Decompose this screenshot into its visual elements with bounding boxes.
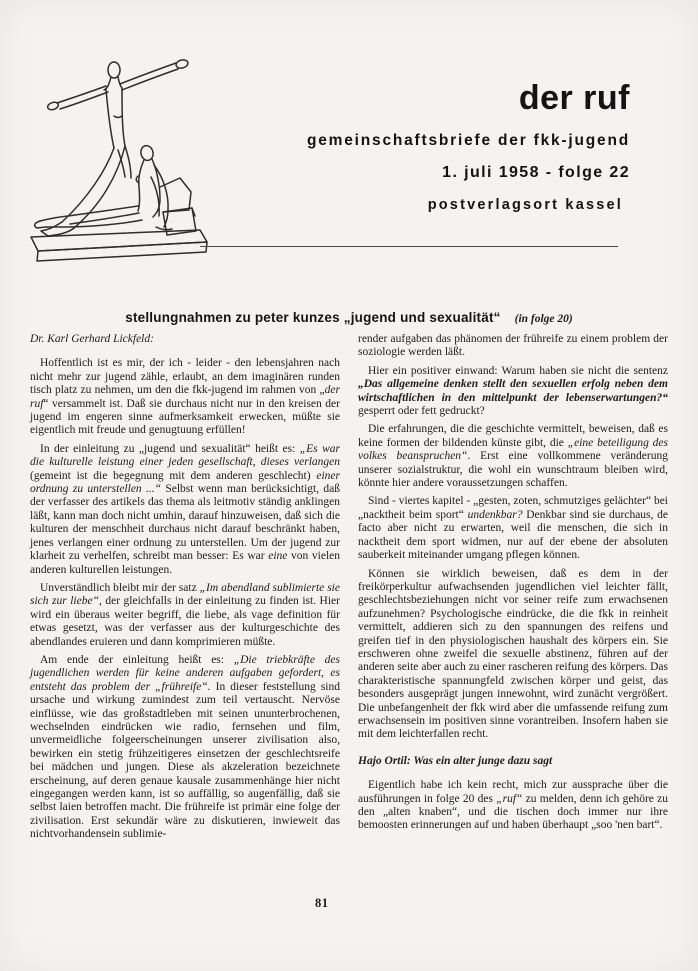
text-segment: „Es war die kulturelle leistung einer jeden gesellschaft, dieses verlangen: [30, 442, 341, 469]
text-segment: zu melden, denn ich gehöre zu den „alten knaben“, und die tischen doch immer nur ihre bemoosten erinnerungen auf und haben überhaupt „soo 'nen bart“.: [358, 792, 669, 832]
paragraph: [358, 779, 668, 833]
text-segment: „Im abendland sublimierte sie sich zur liebe“: [30, 581, 340, 608]
masthead-dateline: 1. juli 1958 - folge 22: [442, 164, 630, 181]
text-segment: „Die triebkräfte des jugendlichen werden für keine anderen aufgaben gefordert, es entsteht das problem der „frühreife“.: [30, 653, 341, 693]
article-heading: [0, 293, 698, 330]
text-segment: Sind - viertes kapitel - „gesten, zoten, schmutziges gelächter“ bei „nacktheit beim sport“: [358, 495, 668, 521]
text-segment: , der gleichfalls in der einleitung zu finden ist. Hier wird ein überaus weiter begriff, die liebe, als vage definition für etwas gesetzt, was der verfasser aus der kulturgeschichte des abendlandes eruieren und dann komprimieren müßte.: [30, 595, 340, 648]
magazine-title: der ruf: [518, 79, 630, 117]
paragraph: [358, 423, 668, 490]
masthead-rule: [200, 246, 618, 247]
paragraph: [30, 443, 340, 577]
text-segment: Selbst wenn man berücksichtigt, daß der verfasser des artikels das thema als leitmotiv ständig anklingen läßt, kann man doch nicht umhin, darauf hinzuweisen, daß sich die kulturen der menschheit durchaus nicht darauf beschränkt haben, jenes verlangen einer ordnung zu unterstellen. Um der jugend zur klarheit zu verhelfen, schreibt man besser: Es war: [30, 483, 340, 563]
paragraph: [30, 357, 340, 437]
text-segment: “ versammelt ist. Daß sie durchaus nicht nur in den kreisen der jugend im engeren sinne aufmerksamkeit erwecken, müßte sie eigentlich mit freude und genugtuung erfüllen!: [30, 397, 340, 437]
column-left: [30, 333, 340, 847]
text-segment: Am ende der einleitung heißt es:: [40, 653, 234, 666]
text-segment: gesperrt oder fett gedruckt?: [358, 405, 485, 418]
text-segment: Denkbar sind sie durchaus, de facto aber nicht zu erwarten, weil die menschen, die sich in nacktheit dem sport widmen, nur auf der ebene der absoluten sauberkeit miteinander umgang pflegen können.: [358, 508, 668, 562]
paragraph: [30, 582, 340, 649]
paragraph: [358, 495, 668, 562]
article-body: [30, 333, 668, 847]
page-number: 81: [315, 896, 329, 910]
text-segment: . Erst eine vollkommene veränderung unserer sozialstruktur, die wohl ein wunschtraum bleiben wird, könnte hier andere voraussetzungen schaffen.: [358, 450, 668, 490]
masthead-subtitle: gemeinschaftsbriefe der fkk-jugend: [306, 132, 630, 149]
text-segment: render aufgaben das phänomen der frühreife zu einem problem der soziologie werden läßt.: [358, 333, 668, 359]
text-segment: Hoffentlich ist es mir, der ich - leider - den lebensjahren nach nicht mehr zur jugend zähle, erlaubt, an dem imaginären runden tisch platz zu nehmen, um den die fkk-jugend im rahmen von „: [30, 357, 340, 397]
nude-couple-statue-drawing-icon: [26, 46, 241, 266]
text-segment: In der einleitung zu „jugend und sexualität“ heißt es:: [40, 442, 300, 455]
text-segment: Dr. Karl Gerhard Lickfeld:: [30, 333, 154, 345]
paragraph: [358, 333, 668, 360]
text-segment: eine: [268, 550, 288, 563]
text-segment: „Das allgemeine denken stellt den sexuellen erfolg neben dem wirtschaftlichen in den mittelpunkt der lebenserwartungen?“: [358, 378, 668, 404]
text-segment: In dieser feststellung sind ursache und wirkung zumindest zum teil vertauscht. Nervöse einflüsse, wie das großstadtleben mit seinen ununterbrochenen, wechselnden eindrücken wie radio, fernsehen und film, unvermeidliche folgeerscheinungen unserer zivilisation also, bewirken ein stetig frühzeitigeres einsetzen der geschlechtsreife bei mädchen und jungen. Diese als akzeleration bezeichnete erscheinung, auf deren genaue kausale zusammenhänge hier nicht eingegangen werden kann, ist so auffällig, so augenfällig, daß sie selbst laien betroffen macht. Die frühreife ist primär eine folge der zivilisation. Erst sekundär wäre zu diskutieren, inwieweit das nichtvorhandensein sublimie-: [30, 680, 340, 841]
text-segment: Die erfahrungen, die die geschichte vermittelt, beweisen, daß es keine formen der bildenden künste gibt, die: [358, 423, 668, 449]
text-segment: (gemeint ist die begegnung mit dem anderen geschlecht): [30, 469, 317, 482]
text-segment: Können sie wirklich beweisen, daß es dem in der freikörperkultur aufwachsenden jugendlichen viel leichter fällt, geschlechtsbeziehungen nicht vor seiner reife zum erwachsenen aufzunehmen? Psychologische eindrücke, die die fkk in reinheit vermittelt, addieren sich zu den spannungen des reifens und greifen tief in den physiologischen haushalt des körpers ein. Sie erschweren ohne zweifel die sexuelle abstinenz, führen auf der anderen seite aber auch zu einer rascheren reifung des körpers. Das charakteristische spannungfeld zwischen körper und geist, das besonders ausgeprägt jungen innewohnt, wird zunächt vergrößert. Die unbefangenheit der fkk wird aber die umfassende reifung zum erwachsensein im positiven sinne vorantreiben. Insofern haben sie mit dem leichterfallen recht.: [358, 567, 668, 741]
text-segment: Hajo Ortil: Was ein alter junge dazu sagt: [358, 754, 553, 767]
paragraph: [358, 568, 668, 742]
statue-illustration: [26, 46, 241, 266]
paragraph: [30, 654, 340, 842]
article-heading-note: (in folge 20): [514, 313, 573, 325]
masthead: [307, 80, 630, 214]
column-right: [358, 333, 668, 847]
masthead-postline: postverlagsort kassel: [427, 197, 623, 213]
text-segment: undenkbar?: [467, 508, 523, 521]
article-heading-text: stellungnahmen zu peter kunzes „jugend und sexualität“: [125, 310, 501, 325]
text-segment: Hier ein positiver einwand: Warum haben sie nicht die sentenz: [368, 364, 668, 377]
text-segment: einer ordnung zu unterstellen ...“: [30, 469, 340, 496]
text-segment: Eigentlich habe ich kein recht, mich zur aussprache über die ausführungen in folge 20 des: [358, 779, 668, 805]
subheading: [358, 755, 668, 768]
text-segment: von vielen anderen kulturellen leistungen.: [30, 550, 340, 576]
text-segment: „ruf“: [496, 792, 523, 805]
text-segment: Unverständlich bleibt mir der satz: [40, 581, 200, 594]
byline: [30, 333, 340, 346]
text-segment: „eine beteiligung des volkes beanspruchen“: [358, 436, 668, 463]
paragraph: [358, 365, 668, 419]
text-segment: der ruf: [30, 384, 340, 410]
